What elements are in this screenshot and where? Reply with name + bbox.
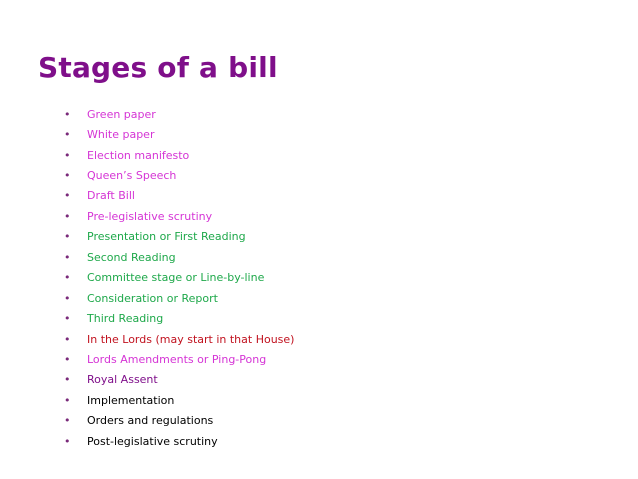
list-item bbox=[64, 186, 294, 206]
bullet-icon: • bbox=[64, 291, 71, 305]
list-item bbox=[64, 227, 294, 247]
list-item-label: Pre-legislative scrutiny bbox=[87, 209, 213, 223]
list-item-label: Second Reading bbox=[87, 250, 176, 264]
list-item-label: Committee stage or Line-by-line bbox=[87, 271, 265, 285]
bullet-icon: • bbox=[64, 209, 71, 223]
list-item-label: Post-legislative scrutiny bbox=[87, 434, 218, 448]
list-item-label: Green paper bbox=[87, 107, 156, 121]
list-item bbox=[64, 165, 294, 185]
list-item bbox=[64, 145, 294, 165]
list-item-label: Draft Bill bbox=[87, 189, 135, 203]
bullet-icon: • bbox=[64, 107, 71, 121]
list-item-label: Royal Assent bbox=[87, 373, 158, 387]
bullet-icon: • bbox=[64, 128, 71, 142]
list-item-label: Implementation bbox=[87, 393, 175, 407]
list-item-label: White paper bbox=[87, 128, 155, 142]
bullet-icon: • bbox=[64, 148, 71, 162]
list-item bbox=[64, 411, 294, 431]
bullet-icon: • bbox=[64, 393, 71, 407]
bullet-icon: • bbox=[64, 250, 71, 264]
bullet-icon: • bbox=[64, 169, 71, 183]
slide-title: Stages of a bill bbox=[38, 51, 278, 84]
bullet-icon: • bbox=[64, 271, 71, 285]
bullet-icon: • bbox=[64, 373, 71, 387]
list-item-label: In the Lords (may start in that House) bbox=[87, 332, 295, 346]
bullet-icon: • bbox=[64, 414, 71, 428]
bullet-icon: • bbox=[64, 189, 71, 203]
list-item bbox=[64, 308, 294, 328]
bullet-icon: • bbox=[64, 352, 71, 366]
list-item bbox=[64, 431, 294, 451]
list-item-label: Consideration or Report bbox=[87, 291, 218, 305]
list-item bbox=[64, 349, 294, 369]
list-item bbox=[64, 247, 294, 267]
list-item bbox=[64, 288, 294, 308]
list-item bbox=[64, 329, 294, 349]
list-item-label: Election manifesto bbox=[87, 148, 190, 162]
list-item bbox=[64, 206, 294, 226]
list-item-label: Third Reading bbox=[87, 312, 164, 326]
list-item bbox=[64, 370, 294, 390]
bullet-icon: • bbox=[64, 230, 71, 244]
list-item-label: Queen’s Speech bbox=[87, 169, 177, 183]
list-item bbox=[64, 104, 294, 124]
list-item-label: Presentation or First Reading bbox=[87, 230, 246, 244]
bullet-icon: • bbox=[64, 332, 71, 346]
list-item bbox=[64, 124, 294, 144]
list-item-label: Orders and regulations bbox=[87, 414, 214, 428]
bullet-icon: • bbox=[64, 312, 71, 326]
stages-list bbox=[64, 104, 294, 451]
list-item-label: Lords Amendments or Ping-Pong bbox=[87, 352, 267, 366]
bullet-icon: • bbox=[64, 434, 71, 448]
list-item bbox=[64, 268, 294, 288]
list-item bbox=[64, 390, 294, 410]
